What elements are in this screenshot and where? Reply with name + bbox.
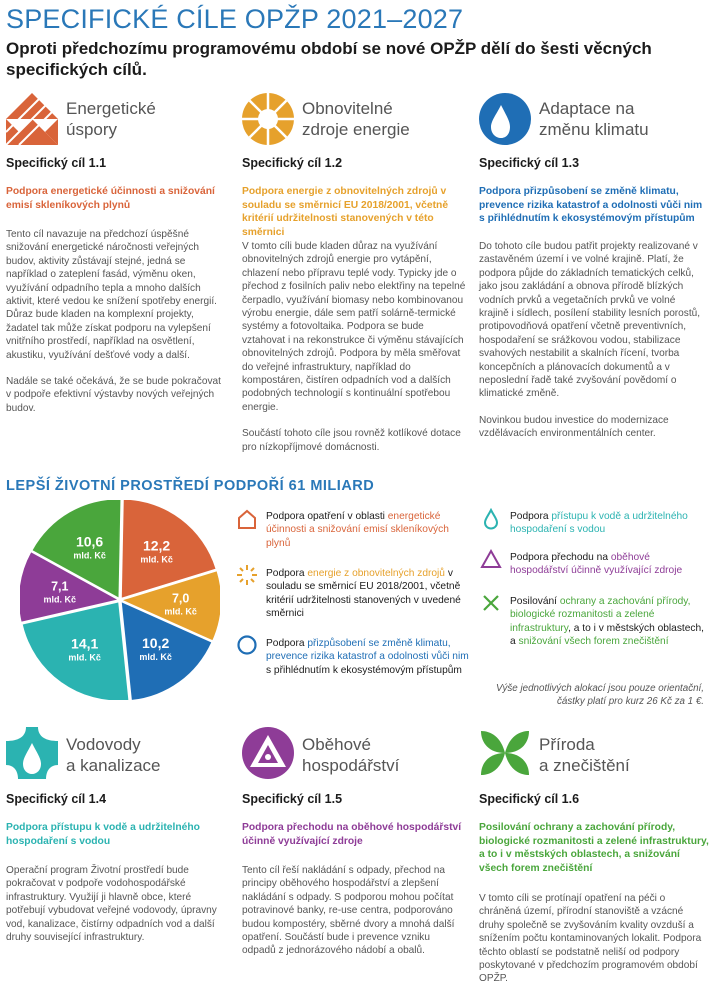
legend-item-renewables: Podpora energie z obnovitelných zdrojů v souladu se směrnicí EU 2018/2001, včetně kritérií udržitelnosti stanovených v uvedené směrnici xyxy=(266,568,461,620)
legend-item-nature: Posilování ochrany a zachování přírody, biologické rozmanitosti a zelené infrastruktury, a to i v městských oblastech, a snižování všech forem znečištění xyxy=(510,596,705,648)
pie-value-label-4: 7,1 xyxy=(51,579,69,594)
circle-icon xyxy=(236,634,258,656)
pie-unit-label-3: mld. Kč xyxy=(68,652,101,663)
category-name-circular: Oběhové hospodářství xyxy=(302,735,400,775)
legend-item-circular: Podpora přechodu na oběhové hospodářství účinně využívající zdroje xyxy=(510,552,683,577)
pie-unit-label-2: mld. Kč xyxy=(139,652,172,663)
goal-label-1-6: Specifický cíl 1.6 xyxy=(479,792,580,806)
triangle-icon xyxy=(480,548,502,570)
page-subtitle: Oproti předchozímu programovému období se nové OPŽP dělí do šesti věcných specifických cílů. xyxy=(6,39,652,79)
category-name-adaptation: Adaptace na změnu klimatu xyxy=(539,99,649,139)
pie-unit-label-1: mld. Kč xyxy=(164,606,197,617)
category-name-nature: Příroda a znečištění xyxy=(539,735,630,775)
goal-heading-1-1: Podpora energetické účinnosti a snižování emisí skleníkových plynů xyxy=(6,186,215,211)
goal-body-1-2: V tomto cíli bude kladen důraz na využívání obnovitelných zdrojů energie pro vytápění, chlazení nebo přípravu teplé vody. Typicky jde o přechod z fosilních paliv nebo elektřiny na tepelné čerpadlo, využívání biomasy nebo kombinovanou výrobu energie, dále sem patří solárně-termické systémy a fotovoltaika. Podpora se bude vztahovat i na rekonstrukce či výměnu stávajících obnovitelných zdrojů. Podpora by měla směřovat do veřejné infrastruktury, například do kompostáren, čistíren odpadních vod a dalších podobných technologií s kontinuální spotřebou energie. Součástí tohoto cíle jsou rovněž kotlíkové dotace pro nízkopříjmové domácnosti. xyxy=(242,241,466,453)
goal-body-1-6: V tomto cíli se protínají opatření na péči o chráněná území, přírodní stanoviště a vzácné druhy společně se zvyšováním kvality ovzduší a snížením počtu kontaminovaných lokalit. Podpora těchto oblastí se podstatně neliší od podpory poskytované v předchozím programovém období OPŽP. xyxy=(479,893,702,985)
water-drop-icon xyxy=(480,508,502,530)
goal-heading-1-5: Podpora přechodu na oběhové hospodářství účinně využívající zdroje xyxy=(242,822,462,847)
goal-body-1-3: Do tohoto cíle budou patřit projekty realizované v zastavěném území i ve volné krajině. Platí, že podpora půjde do základních tematických celků, jako jsou zakládání a obnova přírodě blízkých vodních prvků a vegetačních prvků ve volné krajině i sídlech, posílení stability lesních porostů, protipovodňová opatření včetně preventivních, hospodaření se srážkovou vodou, stabilizace svahových nestabilit a skalních řícení, tvorba koncepčních a plánovacích dokumentů a v neposlední řadě také zvyšování povědomí o klimatické změně. Novinkou budou investice do modernizace vzdělávacích environmentálních center. xyxy=(479,241,701,440)
water-globe-icon xyxy=(479,93,531,145)
house-icon xyxy=(236,508,258,530)
leaves-icon xyxy=(479,727,531,779)
goal-label-1-2: Specifický cíl 1.2 xyxy=(242,156,343,170)
legend-item-energy: Podpora opatření v oblasti energetické účinnosti a snižování emisí skleníkových plynů xyxy=(266,511,449,549)
pie-unit-label-0: mld. Kč xyxy=(140,554,173,565)
cross-icon xyxy=(480,592,502,614)
pie-unit-label-4: mld. Kč xyxy=(43,594,77,605)
goal-body-1-1: Tento cíl navazuje na předchozí úspěšné snižování energetické náročnosti veřejných budov, aktivity zůstávají stejné, jedná se například o zateplení fasád, výměnu oken, využívání odpadního tepla a mnoho dalších aktivit, které vedou ke snížení spotřeby energií. Důraz bude kladen na komplexní projekty, žadatel tak může získat podporu na vylepšení vnitřního prostředí, například na osvětlení, akustiku, využívání dešťové vody a další. Nadále se také očekává, že se bude pokračovat v podpoře efektivní výstavby nových veřejných budov. xyxy=(6,229,221,414)
category-name-renewables: Obnovitelné zdroje energie xyxy=(302,99,410,139)
goal-body-1-5: Tento cíl řeší nakládání s odpady, přechod na principy oběhového hospodářství a zlepšení nakládání s odpady. S podporou mohou počítat potravinové banky, re-use centra, podporováno budou kompostéry, sběrné dvory a mnohá další opatření. Součástí bude i prevence vzniku odpadů z jednorázového nádobí a obalů. xyxy=(242,865,455,957)
goal-label-1-1: Specifický cíl 1.1 xyxy=(6,156,107,170)
goal-heading-1-3: Podpora přizpůsobení se změně klimatu, prevence rizika katastrof a odolnosti vůči nim s přihlédnutím k ekosystémovým přístupům xyxy=(479,186,703,225)
allocation-note: Výše jednotlivých alokací jsou pouze orientační, částky platí pro kurz 26 Kč za 1 €. xyxy=(495,683,704,707)
category-name-water: Vodovody a kanalizace xyxy=(66,735,161,775)
category-name-energy: Energetické úspory xyxy=(66,99,156,139)
water-supply-icon xyxy=(6,727,58,779)
legend-item-water: Podpora přístupu k vodě a udržitelného hospodaření s vodou xyxy=(510,511,688,536)
goal-label-1-3: Specifický cíl 1.3 xyxy=(479,156,580,170)
pie-value-label-0: 12,2 xyxy=(142,537,171,554)
pie-value-label-2: 10,2 xyxy=(142,635,170,652)
page-title: SPECIFICKÉ CÍLE OPŽP 2021–2027 xyxy=(6,4,464,34)
goal-heading-1-6: Posilování ochrany a zachování přírody, biologické rozmanitosti a zelené infrastruktury, a to i v městských oblastech, a snižování všech forem znečištění xyxy=(479,822,709,874)
pie-value-label-5: 10,6 xyxy=(75,533,104,550)
allocation-pie-chart xyxy=(20,500,220,700)
goal-label-1-5: Specifický cíl 1.5 xyxy=(242,792,343,806)
pie-value-label-3: 14,1 xyxy=(71,635,99,652)
pie-value-label-1: 7,0 xyxy=(171,591,190,606)
goal-body-1-4: Operační program Životní prostředí bude pokračovat v podpoře vodohospodářské infrastruktury. Využijí ji hlavně obce, které potřebují vybudovat veřejné vodovody, úpravny vod, kanalizace, čistírny odpadních vod a další druhy související infrastruktury. xyxy=(6,865,217,944)
sun-rays-icon xyxy=(236,564,258,586)
pie-unit-label-5: mld. Kč xyxy=(73,550,106,561)
section-title: LEPŠÍ ŽIVOTNÍ PROSTŘEDÍ PODPOŘÍ 61 MILIARD xyxy=(6,478,375,494)
goal-label-1-4: Specifický cíl 1.4 xyxy=(6,792,107,806)
energy-savings-icon xyxy=(6,93,58,145)
sun-icon xyxy=(242,93,294,145)
goal-heading-1-4: Podpora přístupu k vodě a udržitelného hospodaření s vodou xyxy=(6,822,200,847)
goal-heading-1-2: Podpora energie z obnovitelných zdrojů v souladu se směrnicí EU 2018/2001, včetně kritérií udržitelnosti stanovených v této směrnici xyxy=(242,186,449,238)
legend-item-adaptation: Podpora přizpůsobení se změně klimatu, prevence rizika katastrof a odolnosti vůči nim s přihlédnutím k ekosystémovým přístupům xyxy=(266,638,469,676)
circular-economy-icon xyxy=(242,727,294,779)
